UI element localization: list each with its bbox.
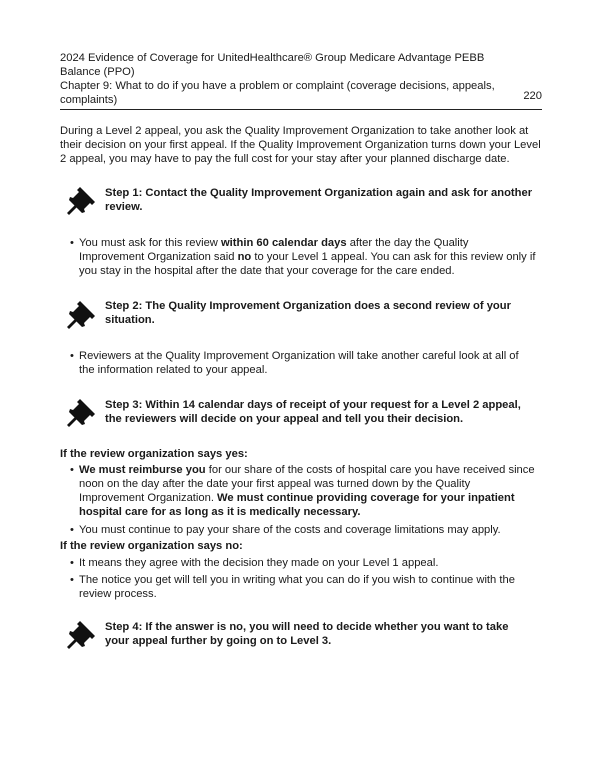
list-item: • We must reimburse you for our share of the costs of hospital care you have received since noon on the day after the date your first appeal was turned down by the Quality Improvement Organization. We must continue providing coverage for your inpatient hospital care for as long as it is medically necessary. xyxy=(70,463,536,519)
list-item: • You must continue to pay your share of the costs and coverage limitations may apply. xyxy=(70,523,536,537)
intro-paragraph: During a Level 2 appeal, you ask the Quality Improvement Organization to take another look at their decision on your first appeal. If the Quality Improvement Organization turns down your Level 2 appeal, you may have to pay the full cost for your stay after your planned discharge date. xyxy=(60,125,541,165)
header-divider xyxy=(60,109,542,110)
page-header xyxy=(60,51,542,107)
step-4-heading: Step 4: If the answer is no, you will need to decide whether you want to take your appeal further by going on to Level 3. xyxy=(105,621,509,647)
list-item: • You must ask for this review within 60 calendar days after the day the Quality Improvement Organization said no to your Level 1 appeal. You can ask for this review only if you stay in the hospital after the date that your coverage for the care ended. xyxy=(70,236,536,278)
no-section-heading: If the review organization says no: xyxy=(60,540,243,552)
step-3-heading: Step 3: Within 14 calendar days of receipt of your request for a Level 2 appeal, the reviewers will decide on your appeal and tell you their decision. xyxy=(105,399,521,425)
pushpin-icon xyxy=(66,298,98,330)
step-1-heading: Step 1: Contact the Quality Improvement Organization again and ask for another review. xyxy=(105,187,533,213)
step-2-bullets xyxy=(70,349,536,377)
pushpin-icon xyxy=(66,396,98,428)
yes-section-bullets xyxy=(70,463,536,537)
list-item: • It means they agree with the decision they made on your Level 1 appeal. xyxy=(70,556,536,570)
yes-section-heading: If the review organization says yes: xyxy=(60,448,248,460)
header-document-title: 2024 Evidence of Coverage for UnitedHealthcare® Group Medicare Advantage PEBB Balance (PPO) xyxy=(60,52,485,78)
list-item: • Reviewers at the Quality Improvement Organization will take another careful look at all of the information related to your appeal. xyxy=(70,349,536,377)
no-section-bullets xyxy=(70,556,536,601)
step-2-heading: Step 2: The Quality Improvement Organization does a second review of your situation. xyxy=(105,300,511,326)
list-item: • The notice you get will tell you in writing what you can do if you wish to continue with the review process. xyxy=(70,573,536,601)
header-chapter-title: Chapter 9: What to do if you have a problem or complaint (coverage decisions, appeals, complaints) xyxy=(60,80,495,106)
pushpin-icon xyxy=(66,184,98,216)
pushpin-icon xyxy=(66,618,98,650)
page-number: 220 xyxy=(523,90,542,102)
step-1-bullets xyxy=(70,236,536,278)
